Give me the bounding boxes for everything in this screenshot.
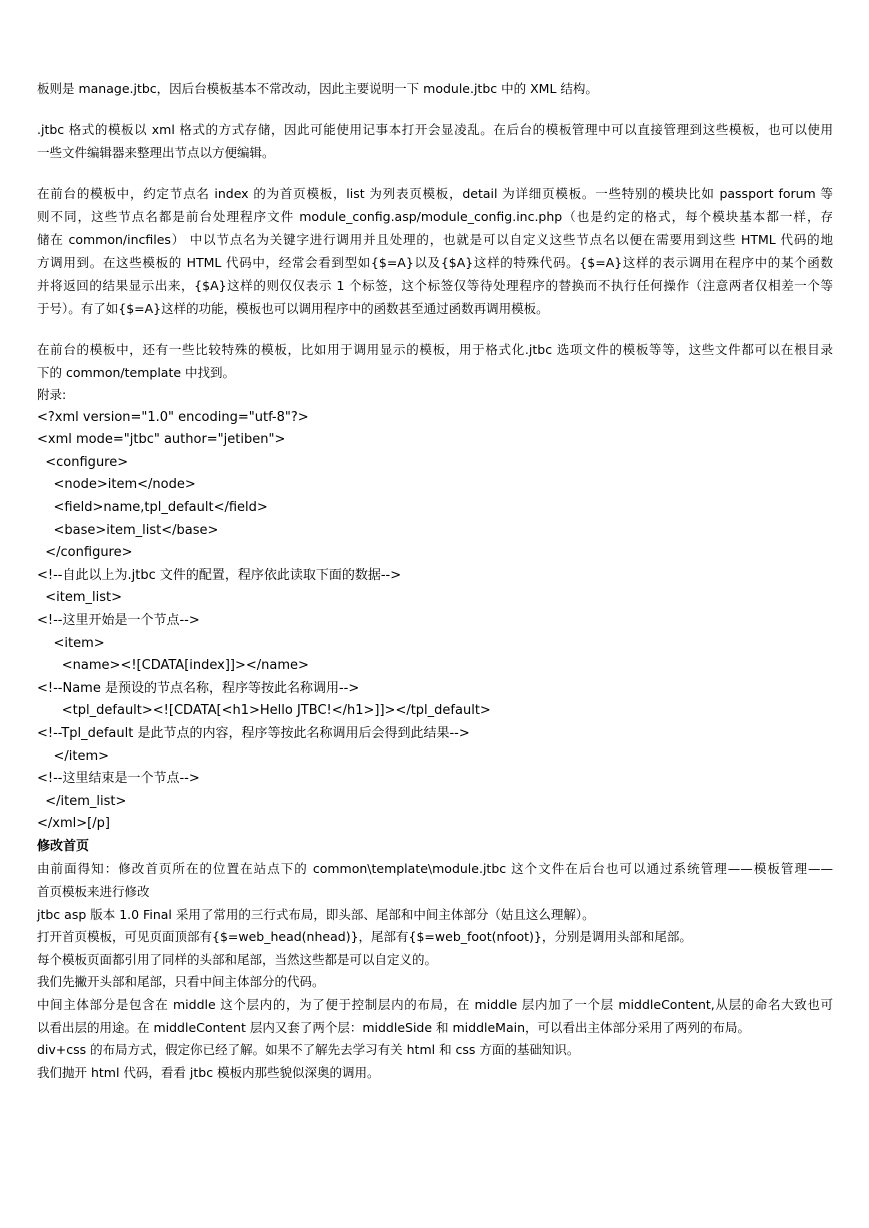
format-paragraph xyxy=(37,118,833,164)
code-line: <name><![CDATA[index]]></name> xyxy=(37,658,309,674)
text-line: 在前台的模板中，还有一些比较特殊的模板，比如用于调用显示的模板，用于格式化.jtbc 选项文件的模板等等，这些文件都可以在根目录 xyxy=(37,342,833,357)
special-templates-paragraph xyxy=(37,338,833,384)
code-line: <item_list> xyxy=(37,590,123,606)
code-line: <?xml version="1.0" encoding="utf-8"?> xyxy=(37,409,309,425)
text-line: 由前面得知：修改首页所在的位置在站点下的 common\template\module.jtbc 这个文件在后台也可以通过系统管理——模板管理—— xyxy=(37,861,833,877)
text-line: .jtbc 格式的模板以 xml 格式的方式存储，因此可能使用记事本打开会显凌乱。在后台的模板管理中可以直接管理到这些模板，也可以使用 xyxy=(37,122,833,137)
text-line: 则不同，这些节点名都是前台处理程序文件 module_config.asp/module_config.inc.php（也是约定的格式，每个模块基本都一样，存 xyxy=(37,209,833,224)
code-line: </item_list> xyxy=(37,793,127,809)
section-heading: 修改首页 xyxy=(37,838,90,854)
text-line: jtbc asp 版本 1.0 Final 采用了常用的三行式布局，即头部、尾部和中间主体部分（姑且这么理解）。 xyxy=(37,906,595,922)
text-line: div+css 的布局方式，假定你已经了解。如果不了解先去学习有关 html 和 css 方面的基础知识。 xyxy=(37,1042,580,1058)
code-line: </xml>[/p] xyxy=(37,816,110,832)
code-line: <configure> xyxy=(37,454,129,470)
text-line: 一些文件编辑器来整理出节点以方便编辑。 xyxy=(37,145,275,160)
code-line: </item> xyxy=(37,748,110,764)
code-comment-line: <!--Name 是预设的节点名称，程序等按此名称调用--> xyxy=(37,680,360,696)
text-line: 我们抛开 html 代码，看看 jtbc 模板内那些貌似深奥的调用。 xyxy=(37,1064,380,1080)
xml-code-block xyxy=(37,407,833,836)
code-comment-line: <!--这里结束是一个节点--> xyxy=(37,771,200,787)
intro-paragraph: 板则是 manage.jtbc，因后台模板基本不常改动，因此主要说明一下 module.jtbc 中的 XML 结构。 xyxy=(37,81,598,96)
text-line: 每个模板页面都引用了同样的头部和尾部，当然这些都是可以自定义的。 xyxy=(37,951,438,967)
text-line: 下的 common/template 中找到。 xyxy=(37,365,236,380)
code-line: <item> xyxy=(37,635,105,651)
text-line: 中间主体部分是包含在 middle 这个层内的，为了便于控制层内的布局，在 middle 层内加了一个层 middleContent,从层的命名大致也可 xyxy=(37,997,833,1013)
text-line: 在前台的模板中，约定节点名 index 的为首页模板，list 为列表页模板，detail 为详细页模板。一些特别的模块比如 passport forum 等 xyxy=(37,186,833,201)
section-body xyxy=(37,858,833,1084)
code-comment-line: <!--这里开始是一个节点--> xyxy=(37,612,200,628)
appendix-label: 附录: xyxy=(37,387,67,402)
code-line: <field>name,tpl_default</field> xyxy=(37,499,268,515)
code-line: </configure> xyxy=(37,545,133,561)
text-line: 以看出层的用途。在 middleContent 层内又套了两个层：middleSide 和 middleMain，可以看出主体部分采用了两列的布局。 xyxy=(37,1019,751,1035)
text-line: 并将返回的结果显示出来，{$A}这样的则仅仅表示 1 个标签，这个标签仅等待处理程序的替换而不执行任何操作（注意两者仅相差一个等 xyxy=(37,278,833,293)
text-line: 打开首页模板，可见页面顶部有{$=web_head(nhead)}，尾部有{$=web_foot(nfoot)}，分别是调用头部和尾部。 xyxy=(37,929,692,945)
document-page xyxy=(37,0,833,1084)
code-line: <node>item</node> xyxy=(37,477,196,493)
text-line: 首页模板来进行修改 xyxy=(37,884,150,900)
code-comment-line: <!--自此以上为.jtbc 文件的配置，程序依此读取下面的数据--> xyxy=(37,567,402,583)
code-line: <tpl_default><![CDATA[<h1>Hello JTBC!</h1>]]></tpl_default> xyxy=(37,703,491,719)
template-nodes-paragraph xyxy=(37,182,833,320)
text-line: 我们先撇开头部和尾部，只看中间主体部分的代码。 xyxy=(37,974,325,990)
code-line: <base>item_list</base> xyxy=(37,522,219,538)
text-line: 于号）。有了如{$=A}这样的功能，模板也可以调用程序中的函数甚至通过函数再调用模板。 xyxy=(37,301,549,316)
text-line: 方调用到。在这些模板的 HTML 代码中，经常会看到型如{$=A}以及{$A}这样的特殊代码。{$=A}这样的表示调用在程序中的某个函数 xyxy=(37,255,833,270)
text-line: 储在 common/incfiles） 中以节点名为关键字进行调用并且处理的，也就是可以自定义这些节点名以便在需要用到这些 HTML 代码的地 xyxy=(37,232,833,247)
code-line: <xml mode="jtbc" author="jetiben"> xyxy=(37,432,286,448)
code-comment-line: <!--Tpl_default 是此节点的内容，程序等按此名称调用后会得到此结果--> xyxy=(37,725,470,741)
